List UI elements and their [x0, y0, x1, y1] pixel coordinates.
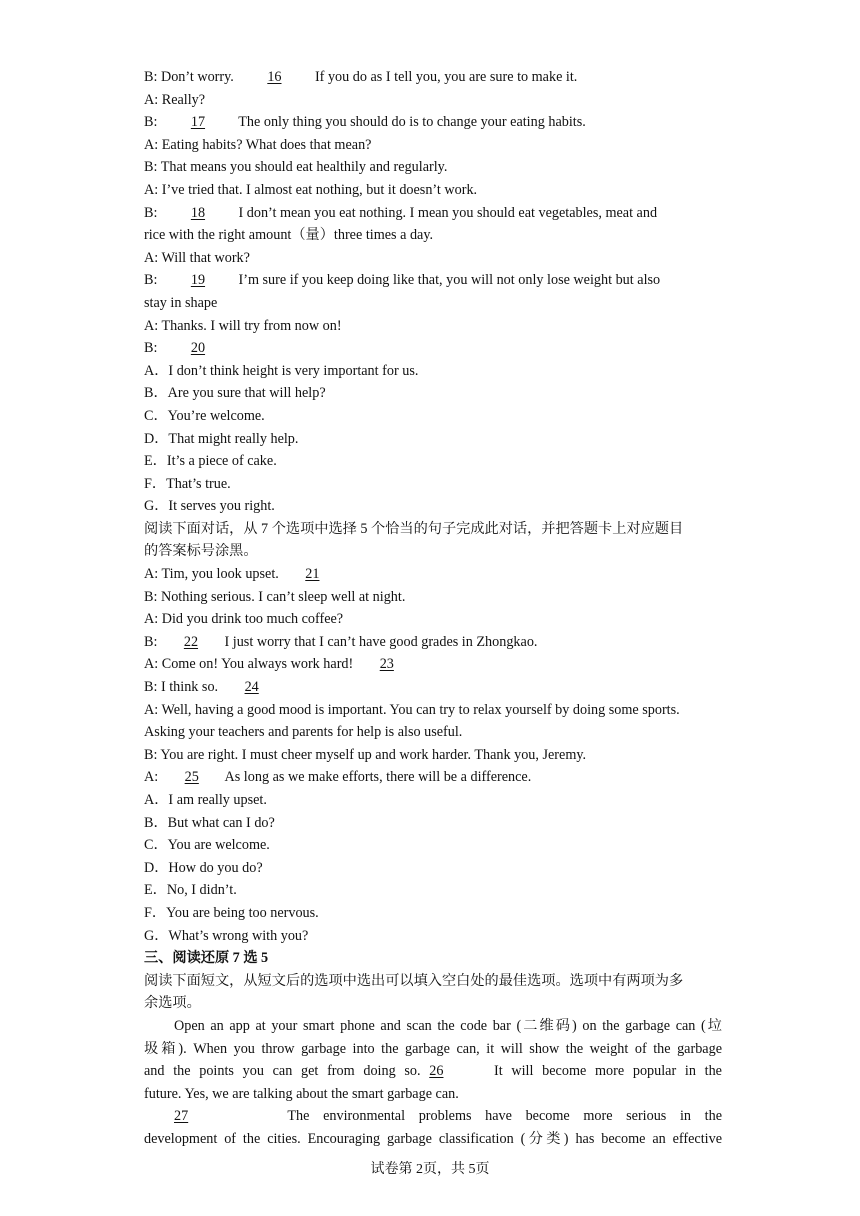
option-item: E．It’s a piece of cake. [144, 453, 277, 470]
answer-blank: 27 [174, 1108, 189, 1125]
exam-page [144, 66, 722, 1151]
option-item: G．It serves you right. [144, 498, 275, 515]
passage-line: future. Yes, we are talking about the smart garbage can. [144, 1085, 459, 1102]
answer-blank: 20 [190, 340, 206, 357]
dialogue-line [144, 766, 722, 789]
option-item: A．I don’t think height is very important for us. [144, 362, 419, 379]
dialogue-line [144, 111, 722, 134]
dialogue-line: B: That means you should eat healthily and regularly. [144, 159, 448, 176]
answer-blank: 19 [190, 272, 206, 289]
dialogue-text: B: [144, 272, 161, 289]
dialogue-line: stay in shape [144, 294, 218, 311]
dialogue-text: B: [144, 204, 161, 221]
options-1 [144, 360, 722, 518]
option-item: A．I am really upset. [144, 792, 267, 808]
option-item: B．But what can I do? [144, 814, 275, 831]
option-item: D．That might really help. [144, 430, 299, 447]
dialogue-line: A: Did you drink too much coffee? [144, 611, 344, 628]
option-item: B．Are you sure that will help? [144, 385, 326, 402]
dialogue-line: A: Really? [144, 91, 206, 108]
option-item: D．How do you do? [144, 859, 263, 876]
instruction-2-line-1: 阅读下面对话，从 7 个选项中选择 5 个恰当的句子完成此对话，并把答题卡上对应题目 [144, 520, 684, 537]
answer-blank: 21 [305, 566, 320, 583]
dialogue-text: B: Don’t worry. [144, 69, 238, 85]
dialogue-text: I’m sure if you keep doing like that, you will not only lose weight but also [234, 272, 661, 289]
dialogue-line [144, 337, 722, 360]
dialogue-text: A: [144, 769, 162, 786]
dialogue-line [144, 202, 722, 225]
option-item: G．What’s wrong with you? [144, 927, 309, 944]
instruction-3-line-2: 余选项。 [144, 995, 201, 1012]
dialogue-line: A: I’ve tried that. I almost eat nothing, but it doesn’t work. [144, 181, 478, 198]
page-footer: 试卷第 2页，共 5页 [370, 1162, 490, 1177]
answer-blank: 18 [190, 204, 206, 221]
dialogue-text: As long as we make efforts, there will be a difference. [221, 769, 532, 786]
option-item: C．You are welcome. [144, 837, 270, 854]
dialogue-line [144, 676, 722, 699]
options-2 [144, 789, 722, 947]
dialogue-text: B: [144, 633, 161, 650]
answer-blank: 24 [244, 679, 259, 696]
option-item: F．You are being too nervous. [144, 904, 319, 921]
dialogue-text: I just worry that I can’t have good grades in Zhongkao. [220, 633, 538, 650]
dialogue-text: B: [144, 340, 161, 357]
dialogue-2 [144, 563, 722, 789]
passage-line: Open an app at your smart phone and scan the code bar (二维码) on the garbage can (垃 [174, 1017, 722, 1034]
passage-line: development of the cities. Encouraging garbage classification (分类) has become an effective [144, 1130, 722, 1147]
dialogue-text: I don’t mean you eat nothing. I mean you should eat vegetables, meat and [234, 204, 658, 221]
dialogue-line: rice with the right amount（量）three times a day. [144, 227, 434, 244]
option-item: E．No, I didn’t. [144, 882, 237, 899]
dialogue-line: A: Well, having a good mood is important. You can try to relax yourself by doing some sports. [144, 701, 680, 718]
dialogue-line [144, 269, 722, 292]
option-item: C．You’re welcome. [144, 407, 265, 424]
instruction-2-line-2: 的答案标号涂黑。 [144, 543, 258, 560]
answer-blank: 22 [183, 633, 199, 650]
answer-blank: 26 [429, 1063, 444, 1080]
dialogue-text: B: [144, 114, 161, 131]
passage-line: 27 The environmental problems have become more serious in the [144, 1105, 722, 1128]
dialogue-line: A: Eating habits? What does that mean? [144, 136, 372, 153]
dialogue-text: B: I think so. [144, 679, 222, 696]
dialogue-line: B: Nothing serious. I can’t sleep well at night. [144, 588, 406, 605]
dialogue-line: B: You are right. I must cheer myself up and work harder. Thank you, Jeremy. [144, 746, 587, 763]
dialogue-line: Asking your teachers and parents for help is also useful. [144, 724, 463, 741]
dialogue-text: If you do as I tell you, you are sure to make it. [311, 69, 578, 85]
passage-line: 圾箱). When you throw garbage into the garbage can, it will show the weight of the garbage [144, 1040, 722, 1057]
answer-blank: 25 [184, 769, 199, 786]
dialogue-line [144, 563, 722, 586]
dialogue-text: A: Come on! You always work hard! [144, 656, 357, 673]
dialogue-line: A: Thanks. I will try from now on! [144, 317, 342, 334]
option-item: F．That’s true. [144, 475, 231, 492]
dialogue-text: A: Tim, you look upset. [144, 566, 283, 583]
dialogue-line: A: Will that work? [144, 249, 250, 266]
dialogue-line [144, 653, 722, 676]
dialogue-line [144, 66, 722, 89]
answer-blank: 23 [379, 656, 394, 673]
dialogue-line [144, 631, 722, 654]
answer-blank: 17 [190, 114, 206, 131]
dialogue-1 [144, 66, 722, 360]
instruction-3-line-1: 阅读下面短文，从短文后的选项中选出可以填入空白处的最佳选项。选项中有两项为多 [144, 972, 684, 989]
passage-line: and the points you can get from doing so. 26 It will become more popular in the [144, 1060, 722, 1083]
dialogue-text: The only thing you should do is to change your eating habits. [234, 114, 586, 131]
section-title: 三、阅读还原 7 选 5 [144, 950, 269, 967]
answer-blank: 16 [267, 69, 282, 85]
